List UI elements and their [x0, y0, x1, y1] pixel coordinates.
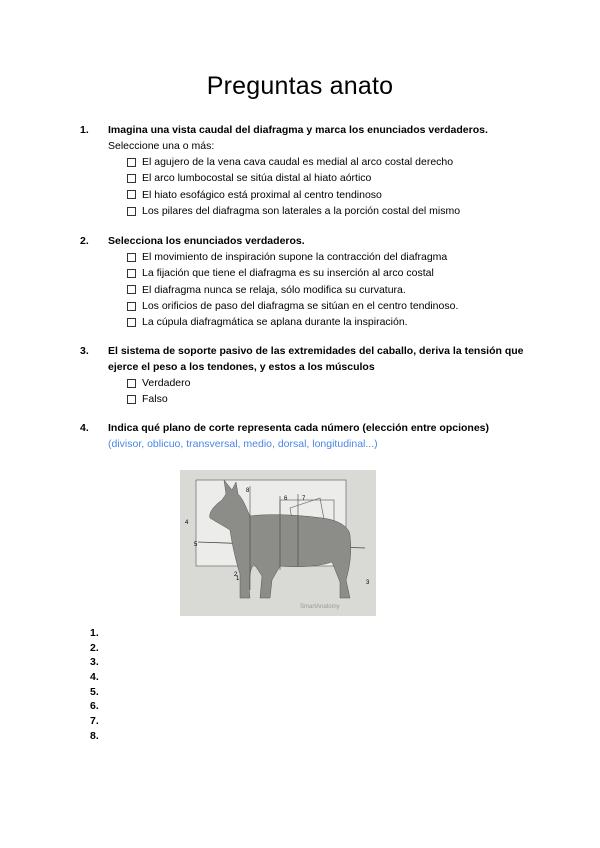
- answer-number: 1.: [90, 627, 99, 639]
- option-label: La fijación que tiene el diafragma es su inserción al arco costal: [142, 267, 434, 280]
- dog-section-planes-figure: [180, 470, 376, 616]
- checkbox[interactable]: [127, 158, 136, 167]
- answer-list: [90, 626, 99, 744]
- label-7: 7: [302, 496, 306, 502]
- answer-number: 2.: [90, 641, 99, 654]
- answer-number: 7.: [90, 715, 99, 728]
- option-label: Los pilares del diafragma son laterales a la porción costal del mismo: [142, 205, 461, 218]
- question-instruction: Seleccione una o más:: [108, 140, 215, 152]
- question-2: [80, 233, 550, 330]
- option-label: Verdadero: [142, 377, 191, 390]
- answer-number: 5.: [90, 685, 99, 698]
- checkbox[interactable]: [127, 269, 136, 278]
- question-number: 2.: [80, 235, 89, 247]
- question-4: [80, 420, 550, 452]
- option-label: El diafragma nunca se relaja, sólo modifica su curvatura.: [142, 283, 406, 296]
- option-label: Falso: [142, 393, 168, 406]
- checkbox[interactable]: [127, 302, 136, 311]
- options-list: [127, 249, 550, 330]
- question-text: Indica qué plano de corte representa cada número (elección entre opciones): [108, 422, 490, 434]
- option-label: El agujero de la vena cava caudal es medial al arco costal derecho: [142, 156, 454, 169]
- label-4: 4: [185, 520, 189, 526]
- checkbox[interactable]: [127, 318, 136, 327]
- checkbox[interactable]: [127, 395, 136, 404]
- option-label: La cúpula diafragmática se aplana durante la inspiración.: [142, 316, 408, 329]
- option-item[interactable]: [127, 154, 550, 170]
- option-item[interactable]: [127, 187, 550, 203]
- checkbox[interactable]: [127, 253, 136, 262]
- answer-number: 4.: [90, 671, 99, 684]
- option-label: El hiato esofágico está proximal al centro tendinoso: [142, 188, 382, 201]
- option-item[interactable]: [127, 265, 550, 281]
- question-number: 1.: [80, 124, 89, 136]
- label-6: 6: [284, 496, 288, 502]
- option-item[interactable]: [127, 249, 550, 265]
- label-2: 2: [234, 572, 238, 578]
- question-number: 3.: [80, 345, 89, 357]
- label-3: 3: [366, 580, 370, 586]
- answer-number: 3.: [90, 656, 99, 669]
- question-1: [80, 122, 550, 219]
- question-3: [80, 343, 550, 408]
- option-label: Los orificios de paso del diafragma se sitúan en el centro tendinoso.: [142, 300, 459, 313]
- page-title: Preguntas anato: [206, 72, 394, 100]
- option-item[interactable]: [127, 282, 550, 298]
- answer-number: 6.: [90, 700, 99, 713]
- question-text: El sistema de soporte pasivo de las extremidades del caballo, deriva la tensión que ejerce el peso a los tendones, y estos a los músculos: [108, 345, 524, 373]
- watermark: SmartAnatomy: [300, 604, 340, 610]
- checkbox[interactable]: [127, 285, 136, 294]
- checkbox[interactable]: [127, 379, 136, 388]
- options-list: [127, 154, 550, 219]
- answer-number: 8.: [90, 729, 99, 742]
- option-item[interactable]: [127, 375, 550, 391]
- option-item[interactable]: [127, 170, 550, 186]
- label-8: 8: [246, 488, 250, 494]
- option-item[interactable]: [127, 314, 550, 330]
- dog-diagram: [180, 470, 376, 616]
- label-1: 1: [236, 576, 240, 582]
- option-item[interactable]: [127, 298, 550, 314]
- option-label: El movimiento de inspiración supone la contracción del diafragma: [142, 251, 448, 264]
- checkbox[interactable]: [127, 190, 136, 199]
- option-label: El arco lumbocostal se sitúa distal al hiato aórtico: [142, 172, 372, 185]
- question-hint: (divisor, oblicuo, transversal, medio, dorsal, longitudinal...): [108, 438, 378, 450]
- checkbox[interactable]: [127, 174, 136, 183]
- option-item[interactable]: [127, 203, 550, 219]
- question-number: 4.: [80, 422, 89, 434]
- label-5: 5: [194, 542, 198, 548]
- option-item[interactable]: [127, 391, 550, 407]
- question-text: Selecciona los enunciados verdaderos.: [108, 235, 305, 247]
- question-text: Imagina una vista caudal del diafragma y marca los enunciados verdaderos.: [108, 124, 488, 136]
- checkbox[interactable]: [127, 207, 136, 216]
- options-list: [127, 375, 550, 408]
